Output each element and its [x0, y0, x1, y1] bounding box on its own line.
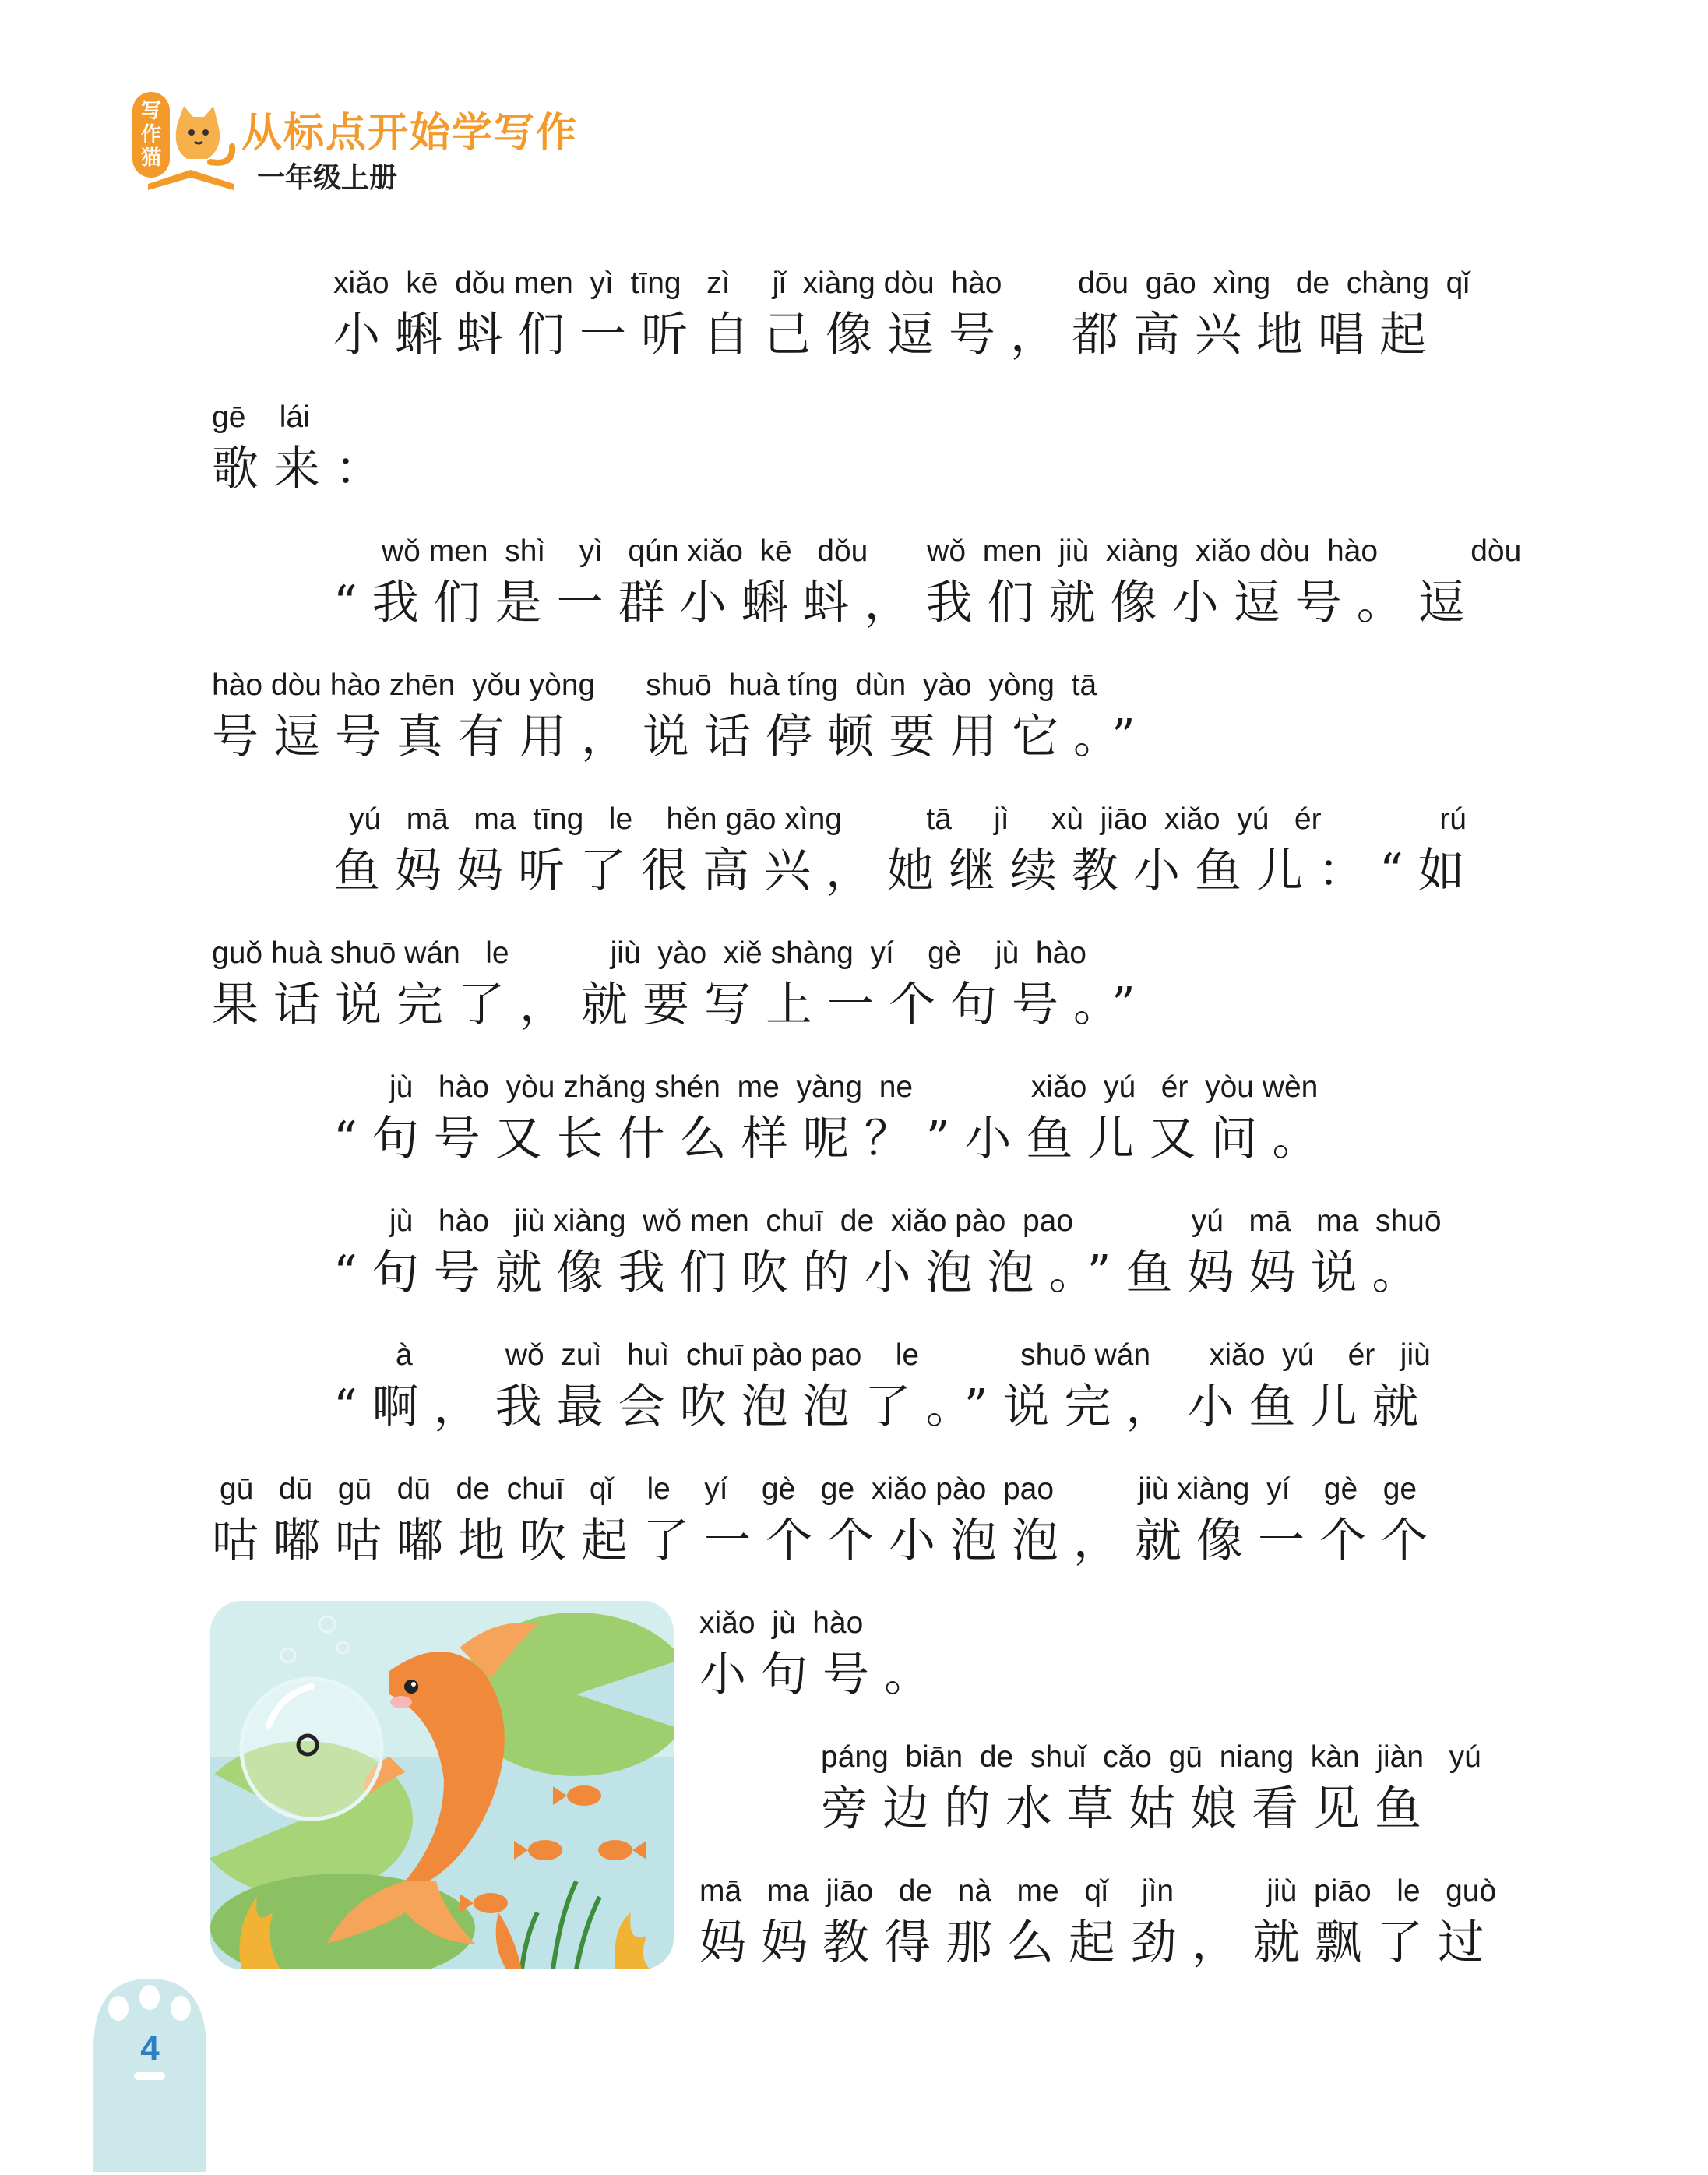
hanzi-line: “句号就像我们吹的小泡泡。”鱼妈妈说。: [333, 1246, 1434, 1300]
pinyin-line: wǒ men shì yì qún xiǎo kē dǒu wǒ men jiù xiàng xiǎo dòu hào dòu: [382, 534, 1522, 568]
hanzi-line: 妈妈教得那么起劲，就飘了过: [699, 1916, 1499, 1970]
hanzi-line: 咕嘟咕嘟地吹起了一个个小泡泡，就像一个个: [212, 1514, 1442, 1568]
hanzi-line: 小蝌蚪们一听自己像逗号，都高兴地唱起: [333, 308, 1441, 362]
pinyin-line: mā ma jiāo de nà me qǐ jìn jiù piāo le guò: [699, 1874, 1497, 1908]
pinyin-line: xiǎo jù hào: [699, 1606, 864, 1640]
book-header: [132, 92, 579, 201]
hanzi-line: 歌来：: [212, 442, 396, 496]
hanzi-line: 小句号。: [699, 1648, 946, 1702]
pinyin-line: guǒ huà shuō wán le jiù yào xiě shàng yí gè jù hào: [212, 936, 1087, 970]
series-badge-text: 写作猫: [140, 100, 161, 170]
pinyin-line: à wǒ zuì huì chuī pào pao le shuō wán xiǎo yú ér jiù: [396, 1338, 1431, 1372]
koi-fish-blowing-bubble-illustration: [210, 1601, 674, 1969]
hanzi-line: “句号又长什么样呢？”小鱼儿又问。: [333, 1112, 1334, 1166]
pinyin-line: gū dū gū dū de chuī qǐ le yí gè ge xiǎo pào pao jiù xiàng yí gè ge: [220, 1472, 1417, 1506]
hanzi-line: 号逗号真有用，说话停顿要用它。”: [212, 710, 1150, 764]
hanzi-line: “啊，我最会吹泡泡了。”说完，小鱼儿就: [333, 1380, 1434, 1434]
pinyin-line: jù hào jiù xiàng wǒ men chuī de xiǎo pào pao yú mā ma shuō: [389, 1204, 1442, 1238]
pinyin-line: gē lái: [212, 400, 310, 434]
hanzi-line: 旁边的水草姑娘看见鱼: [821, 1782, 1436, 1836]
hanzi-line: 果话说完了，就要写上一个句号。”: [212, 978, 1150, 1032]
paw-page-marker: [86, 1963, 214, 2172]
book-label: 一年级上册: [257, 161, 398, 194]
pinyin-line: páng biān de shuǐ cǎo gū niang kàn jiàn yú: [821, 1740, 1481, 1774]
hanzi-line: “我们是一群小蝌蚪，我们就像小逗号。逗: [333, 576, 1480, 630]
pinyin-line: xiǎo kē dǒu men yì tīng zì jǐ xiàng dòu hào dōu gāo xìng de chàng qǐ: [333, 266, 1470, 300]
pinyin-line: yú mā ma tīng le hěn gāo xìng tā jì xù jiāo xiǎo yú ér rú: [349, 802, 1467, 836]
pinyin-line: jù hào yòu zhǎng shén me yàng ne xiǎo yú ér yòu wèn: [389, 1070, 1319, 1104]
pinyin-line: hào dòu hào zhēn yǒu yòng shuō huà tíng dùn yào yòng tā: [212, 668, 1097, 702]
hanzi-line: 鱼妈妈听了很高兴，她继续教小鱼儿：“如: [333, 844, 1480, 898]
page-number: 4: [140, 2029, 160, 2067]
series-title: 从标点开始学写作: [241, 110, 579, 157]
